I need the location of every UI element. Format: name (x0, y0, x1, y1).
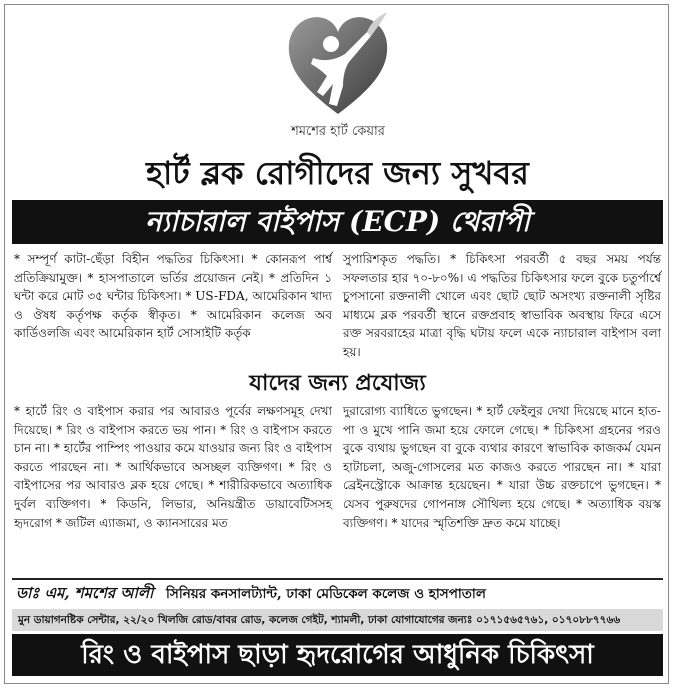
headline: হার্ট ব্লক রোগীদের জন্য সুখবর (146, 154, 529, 192)
divider (12, 578, 663, 580)
heart-with-figure-icon (283, 10, 393, 118)
footer-slogan-bar: রিং ও বাইপাস ছাড়া হৃদরোগের আধুনিক চিকিৎসা (12, 634, 663, 676)
applicable-columns (14, 402, 661, 532)
intro-left-column: * সম্পূর্ণ কাটা-ছেঁড়া বিহীন পদ্ধতির চিকিৎসা। * কোনরূপ পার্শ্ব প্রতিক্রিয়ামুক্ত। * হাসপাতালে ভর্তির প্রয়োজন নেই। * প্রতিদিন ১ ঘন্টা করে মোট ৩৫ ঘন্টার চিকিৎসা। * US-FDA, আমেরিকান খাদ্য ও ঔষধ কর্তৃপক্ষ কর্তৃক স্বীকৃত। * আমেরিকান কলেজ অব কার্ডিওলজি এবং আমেরিকান হার্ট সোসাইটি কর্তৃক (14, 252, 332, 341)
intro-right-column: সুপারিশকৃত পদ্ধতি। * চিকিৎসা পরবর্তী ৫ বছর সময় পর্যন্ত সফলতার হার ৭০-৮০%। এ পদ্ধতির চিকিৎসার ফলে বুকে চতুর্পার্শ্বে চুপসানো রক্তনালী খোলে এবং ছোট ছোট অসংখ্য রক্তনালী সৃষ্টির মাধ্যমে ব্লক পরবর্তী স্থানে রক্তপ্রবাহ স্বাভাবিক অবস্থায় ফিরে এসে রক্ত সরবরাহের মাত্রা বৃদ্ধি ঘটায় ফলে একে ন্যাচারাল বাইপাস বলা হয়। (343, 252, 661, 359)
intro-columns (14, 250, 661, 362)
address-contact-bar: মুন ডায়াগনষ্টিক সেন্টার, ২২/২০ খিলজি রোড/বাবর রোড, কলেজ গেইট, শ্যামলী, ঢাকা যোগাযোগের জন্যঃ ০১৭১৫৬৫৭৬১, ০১৭০৮৮৭৭৬৬ (12, 609, 663, 631)
clinic-logo (278, 10, 398, 139)
doctor-name: ডাঃ এম, শমশের আলী (16, 584, 154, 602)
therapy-title-bar: ন্যাচারাল বাইপাস (ECP) থেরাপী (12, 200, 663, 244)
applicable-left-column: * হার্টে রিং ও বাইপাস করার পর আবারও পূর্বের লক্ষণসমূহ দেখা দিয়েছে। * রিং ও বাইপাস করতে ভয় পান। * রিং ও বাইপাস করতে চান না। * হার্টের পাম্পিং পাওয়ার কমে যাওয়ার জন্য রিং ও বাইপাস করতে পারছেন না। * আর্থিকভাবে অসচ্ছল ব্যক্তিগণ। * রিং ও বাইপাসের পর আবারও ব্লক হয়ে গেছে। * শারীরিকভাবে অত্যাধিক দুর্বল ব্যক্তিগণ। * কিডনি, লিভার, অনিয়ন্ত্রীত ডায়াবেটিসসহ হৃদরোগ * জটিল এ্যাজমা, ও ক্যানসারের মত (14, 404, 332, 530)
applicable-heading: যাদের জন্য প্রযোজ্য (249, 370, 426, 396)
doctor-info (16, 582, 661, 607)
logo-caption: শমশের হার্ট কেয়ার (291, 124, 385, 139)
doctor-title: সিনিয়র কনসালট্যান্ট, ঢাকা মেডিকেল কলেজ ও হাসপাতাল (166, 586, 486, 602)
applicable-right-column: দুরারোগ্য ব্যাধিতে ভুগছেন। * হার্ট ফেইলুর দেখা দিয়েছে মানে হাত-পা ও মুখে পানি জমা হয়ে ফোলে গেছে। * চিকিৎসা গ্রহনের পরও বুকে ব্যথায় ভুগছেন বা বুকে ব্যথার কারণে স্বাভাবিক কাজকর্ম যেমন হাটাচলা, অজু-গোসলের মত কাজও করতে পারছেন না। * যারা ব্রেইনস্ট্রোকে আক্রান্ত হয়েছেন। * যারা উচ্চ রক্তচাপে ভুগছেন। * যেসব পুরুষদের গোপনাঙ্গ সৌথিল্য হয়ে গেছে। * অত্যাধিক বয়স্ক ব্যক্তিগণ। * যাদের স্মৃতিশক্তি দ্রুত কমে যাচ্ছে। (343, 404, 661, 530)
